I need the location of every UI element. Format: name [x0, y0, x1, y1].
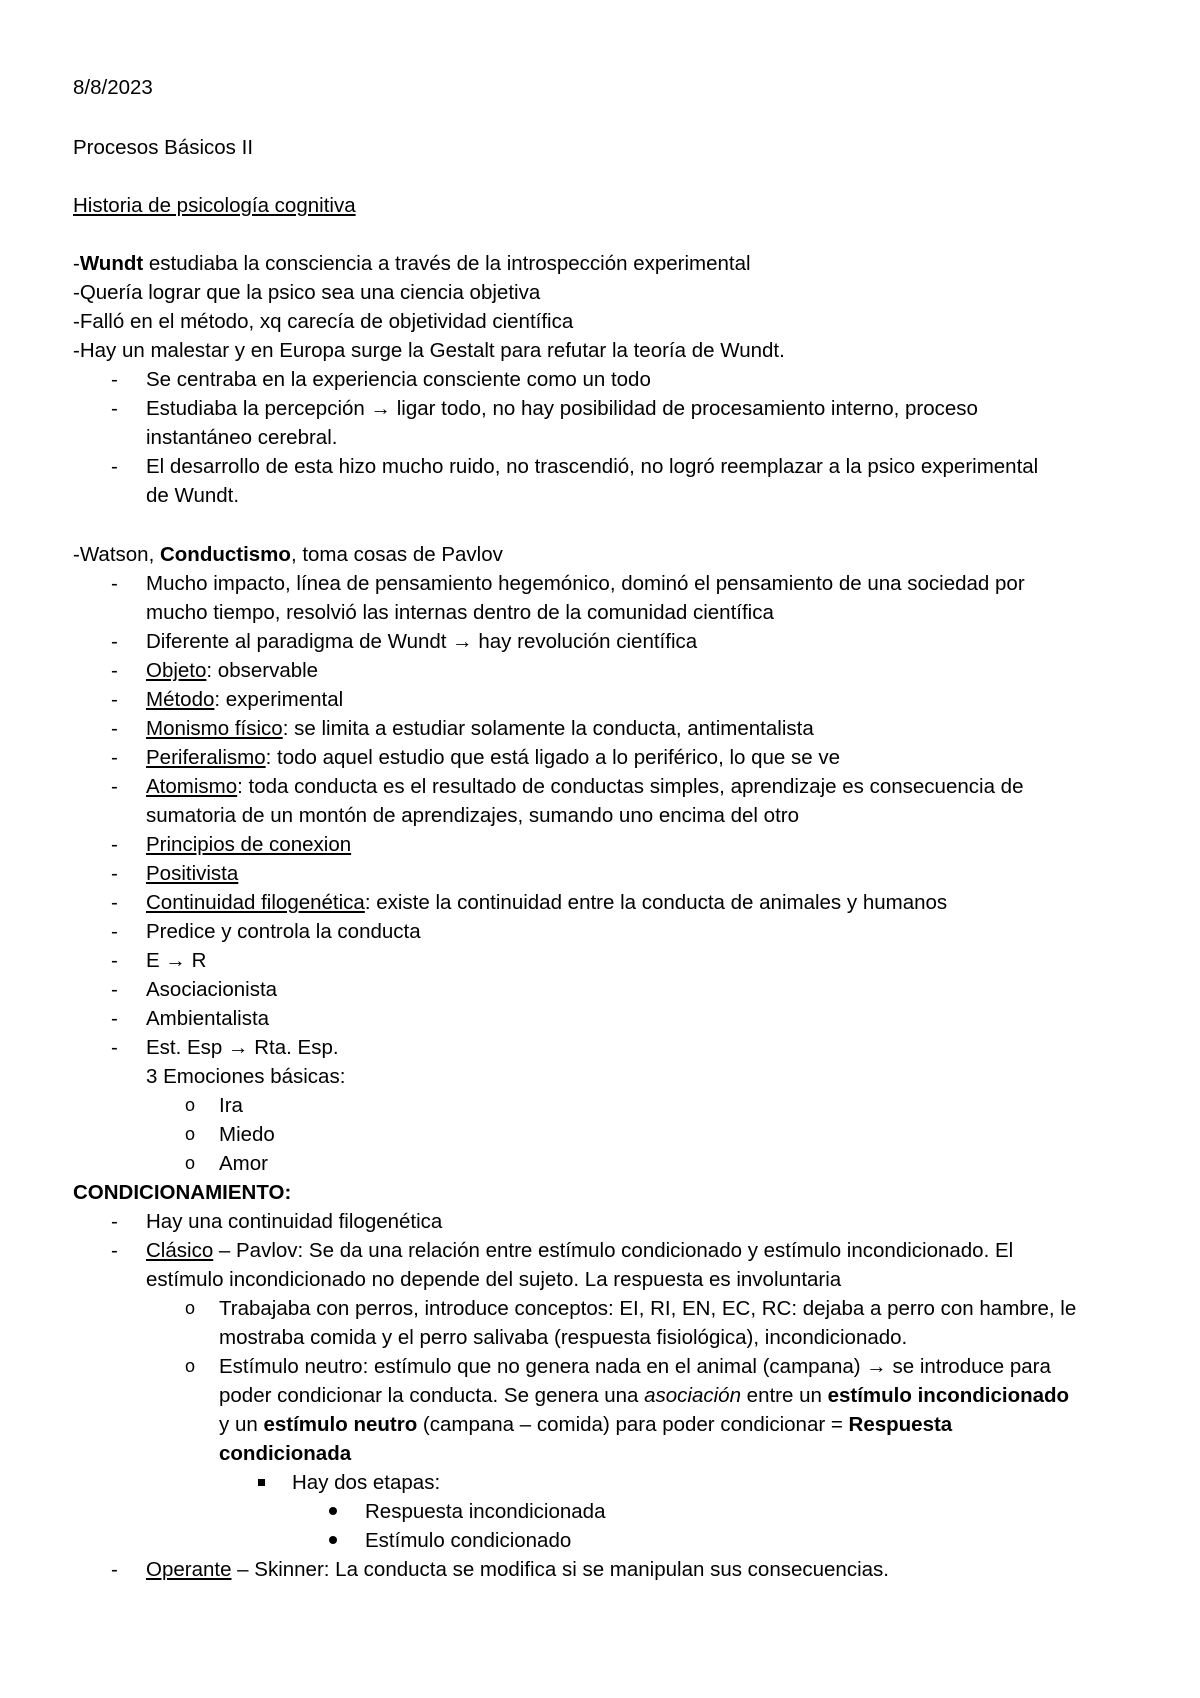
arrow-icon: →: [228, 1036, 249, 1059]
watson-item: Predice y controla la conducta: [146, 920, 421, 943]
bullet-dash: -: [111, 920, 118, 943]
condicionamiento-heading: CONDICIONAMIENTO:: [73, 1181, 292, 1204]
etapas-heading: Hay dos etapas:: [292, 1471, 441, 1494]
emocion-item: Miedo: [219, 1123, 275, 1146]
arrow-icon: →: [866, 1355, 887, 1378]
watson-item: Atomismo: toda conducta es el resultado de conductas simples, aprendizaje es consecuencia de: [146, 775, 1024, 798]
clasico-sub-item: Trabajaba con perros, introduce conceptos: EI, RI, EN, EC, RC: dejaba a perro con hambre, le: [219, 1297, 1077, 1320]
date: 8/8/2023: [73, 76, 153, 99]
bullet-dash: -: [111, 1036, 118, 1059]
gestalt-item: Se centraba en la experiencia consciente como un todo: [146, 368, 651, 391]
emocion-item: Amor: [219, 1152, 268, 1175]
bullet-dash: -: [111, 891, 118, 914]
clasico-sub-item-cont: poder condicionar la conducta. Se genera una asociación entre un estímulo incondicionado: [219, 1384, 1070, 1407]
watson-item-cont: sumatoria de un montón de aprendizajes, sumando uno encima del otro: [146, 804, 799, 827]
arrow-icon: →: [452, 630, 473, 653]
watson-line: -Watson, Conductismo, toma cosas de Pavlov: [73, 543, 503, 566]
circle-bullet-icon: o: [185, 1356, 196, 1376]
bullet-dash: -: [111, 659, 118, 682]
arrow-icon: →: [165, 949, 186, 972]
watson-item: Monismo físico: se limita a estudiar solamente la conducta, antimentalista: [146, 717, 814, 740]
etapa-item: Respuesta incondicionada: [365, 1500, 606, 1523]
cond-item: Clásico – Pavlov: Se da una relación entre estímulo condicionado y estímulo incondicionado. El: [146, 1239, 1014, 1262]
section-title: Historia de psicología cognitiva: [73, 194, 356, 217]
bullet-dash: -: [111, 572, 118, 595]
dot-bullet-icon: [329, 1526, 337, 1556]
watson-item-cont: mucho tiempo, resolvió las internas dentro de la comunidad científica: [146, 601, 774, 624]
bullet-dash: -: [111, 949, 118, 972]
wundt-line-4: -Hay un malestar y en Europa surge la Gestalt para refutar la teoría de Wundt.: [73, 339, 785, 362]
bullet-dash: -: [111, 1239, 118, 1262]
cond-item-cont: estímulo incondicionado no depende del sujeto. La respuesta es involuntaria: [146, 1268, 842, 1291]
bullet-dash: -: [111, 775, 118, 798]
wundt-line-1: -Wundt estudiaba la consciencia a través de la introspección experimental: [73, 252, 751, 275]
bullet-dash: -: [111, 833, 118, 856]
bullet-dash: -: [111, 1558, 118, 1581]
watson-item: Positivista: [146, 862, 239, 885]
etapa-item: Estímulo condicionado: [365, 1529, 572, 1552]
watson-item: Objeto: observable: [146, 659, 319, 682]
watson-item: Est. Esp → Rta. Esp.: [146, 1036, 339, 1059]
arrow-icon: →: [370, 397, 392, 420]
watson-item: Periferalismo: todo aquel estudio que está ligado a lo periférico, lo que se ve: [146, 746, 841, 769]
square-bullet-icon: [258, 1468, 265, 1498]
wundt-line-3: -Falló en el método, xq carecía de objetividad científica: [73, 310, 574, 333]
circle-bullet-icon: o: [185, 1124, 196, 1144]
bullet-dash: -: [111, 717, 118, 740]
watson-item: E → R: [146, 949, 207, 972]
gestalt-item-cont: de Wundt.: [146, 484, 240, 507]
course-title: Procesos Básicos II: [73, 136, 254, 159]
bullet-dash: -: [111, 688, 118, 711]
circle-bullet-icon: o: [185, 1298, 196, 1318]
gestalt-item: Estudiaba la percepción → ligar todo, no hay posibilidad de procesamiento interno, proceso: [146, 397, 978, 420]
emociones-heading: 3 Emociones básicas:: [146, 1065, 346, 1088]
cond-item: Hay una continuidad filogenética: [146, 1210, 443, 1233]
dot-bullet-icon: [329, 1497, 337, 1527]
bullet-dash: -: [111, 978, 118, 1001]
bullet-dash: -: [111, 746, 118, 769]
clasico-sub-item: Estímulo neutro: estímulo que no genera nada en el animal (campana) → se introduce para: [219, 1355, 1051, 1378]
bullet-dash: -: [111, 1210, 118, 1233]
watson-item: Ambientalista: [146, 1007, 270, 1030]
clasico-sub-item-cont: mostraba comida y el perro salivaba (respuesta fisiológica), incondicionado.: [219, 1326, 908, 1349]
bullet-dash: -: [111, 1007, 118, 1030]
bullet-dash: -: [111, 862, 118, 885]
wundt-line-2: -Quería lograr que la psico sea una ciencia objetiva: [73, 281, 541, 304]
watson-item: Mucho impacto, línea de pensamiento hegemónico, dominó el pensamiento de una sociedad por: [146, 572, 1025, 595]
bullet-dash: -: [111, 630, 118, 653]
cond-item: Operante – Skinner: La conducta se modifica si se manipulan sus consecuencias.: [146, 1558, 889, 1581]
emocion-item: Ira: [219, 1094, 243, 1117]
watson-item: Continuidad filogenética: existe la continuidad entre la conducta de animales y humanos: [146, 891, 948, 914]
clasico-sub-item-cont: condicionada: [219, 1442, 352, 1465]
watson-item: Principios de conexion: [146, 833, 352, 856]
circle-bullet-icon: o: [185, 1153, 196, 1173]
bullet-dash: -: [111, 455, 118, 478]
clasico-sub-item-cont: y un estímulo neutro (campana – comida) para poder condicionar = Respuesta: [219, 1413, 953, 1436]
circle-bullet-icon: o: [185, 1095, 196, 1115]
bullet-dash: -: [111, 397, 118, 420]
bullet-dash: -: [111, 368, 118, 391]
gestalt-item: El desarrollo de esta hizo mucho ruido, no trascendió, no logró reemplazar a la psico experimental: [146, 455, 1039, 478]
watson-item: Método: experimental: [146, 688, 344, 711]
watson-item: Diferente al paradigma de Wundt → hay revolución científica: [146, 630, 698, 653]
gestalt-item-cont: instantáneo cerebral.: [146, 426, 338, 449]
watson-item: Asociacionista: [146, 978, 278, 1001]
